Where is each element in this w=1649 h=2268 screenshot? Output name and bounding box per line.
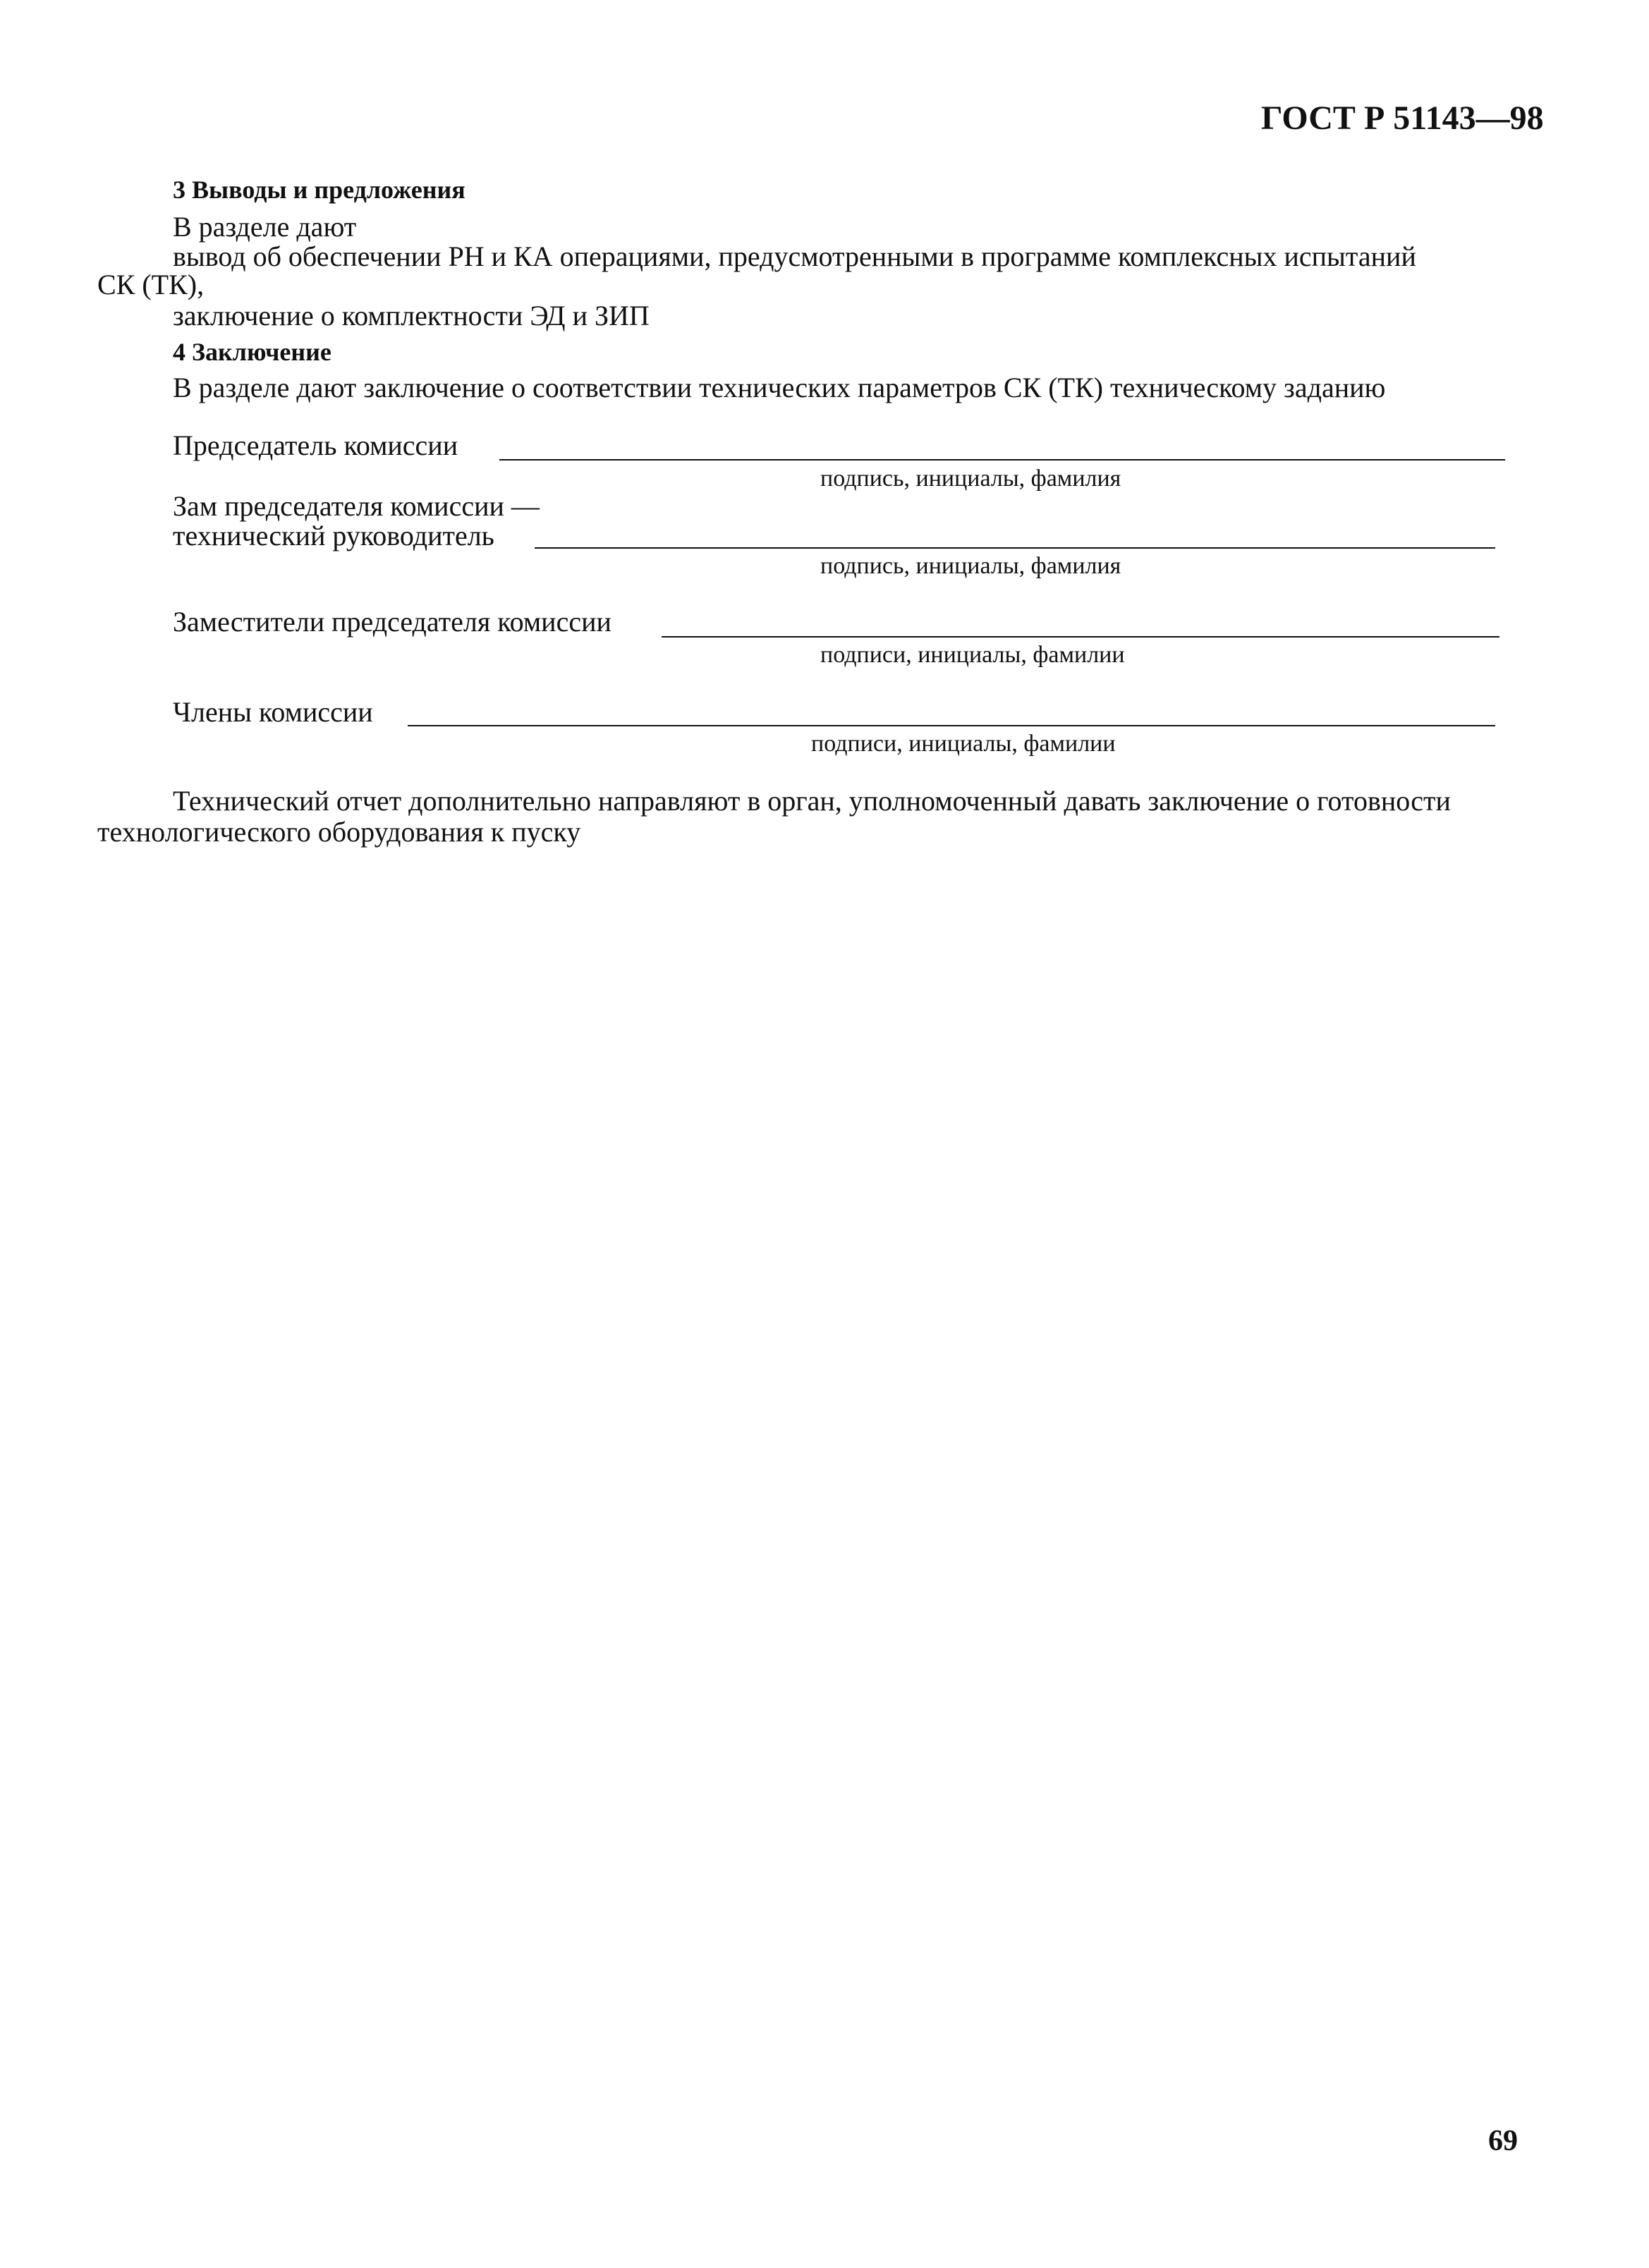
section-3-item-2: заключение о комплектности ЭД и ЗИП xyxy=(173,300,650,331)
page-number: 69 xyxy=(1488,2125,1518,2157)
chairman-caption: подпись, инициалы, фамилия xyxy=(820,465,1121,492)
section-4-heading: 4 Заключение xyxy=(173,338,331,366)
closing-line-2: технологического оборудования к пуску xyxy=(97,816,581,848)
section-4-text: В разделе дают заключение о соответствии технических параметров СК (ТК) техническому заданию xyxy=(173,372,1386,403)
section-3-intro: В разделе дают xyxy=(173,211,357,243)
deputy-label-line-1: Зам председателя комиссии — xyxy=(173,490,540,522)
chairman-label: Председатель комиссии xyxy=(173,429,458,461)
deputy-label-line-2: технический руководитель xyxy=(173,520,494,551)
section-3-item-1-line-2: СК (ТК), xyxy=(97,269,205,300)
closing-line-1: Технический отчет дополнительно направляют в орган, уполномоченный давать заключение о готовности xyxy=(173,785,1451,817)
members-signature-line xyxy=(408,725,1495,726)
deputy-caption: подпись, инициалы, фамилия xyxy=(820,553,1121,579)
members-label: Члены комиссии xyxy=(173,696,373,728)
document-code: ГОСТ Р 51143—98 xyxy=(1261,99,1544,137)
section-3-item-1-line-1: вывод об обеспечении РН и КА операциями, предусмотренными в программе комплексных испытаний xyxy=(173,240,1416,272)
section-3-heading: 3 Выводы и предложения xyxy=(173,176,466,204)
members-caption: подписи, инициалы, фамилии xyxy=(811,731,1116,757)
deputies-label: Заместители председателя комиссии xyxy=(173,606,611,638)
chairman-signature-line xyxy=(499,459,1505,461)
deputy-signature-line xyxy=(535,547,1495,549)
deputies-signature-line xyxy=(662,636,1499,638)
deputies-caption: подписи, инициалы, фамилии xyxy=(820,642,1125,668)
